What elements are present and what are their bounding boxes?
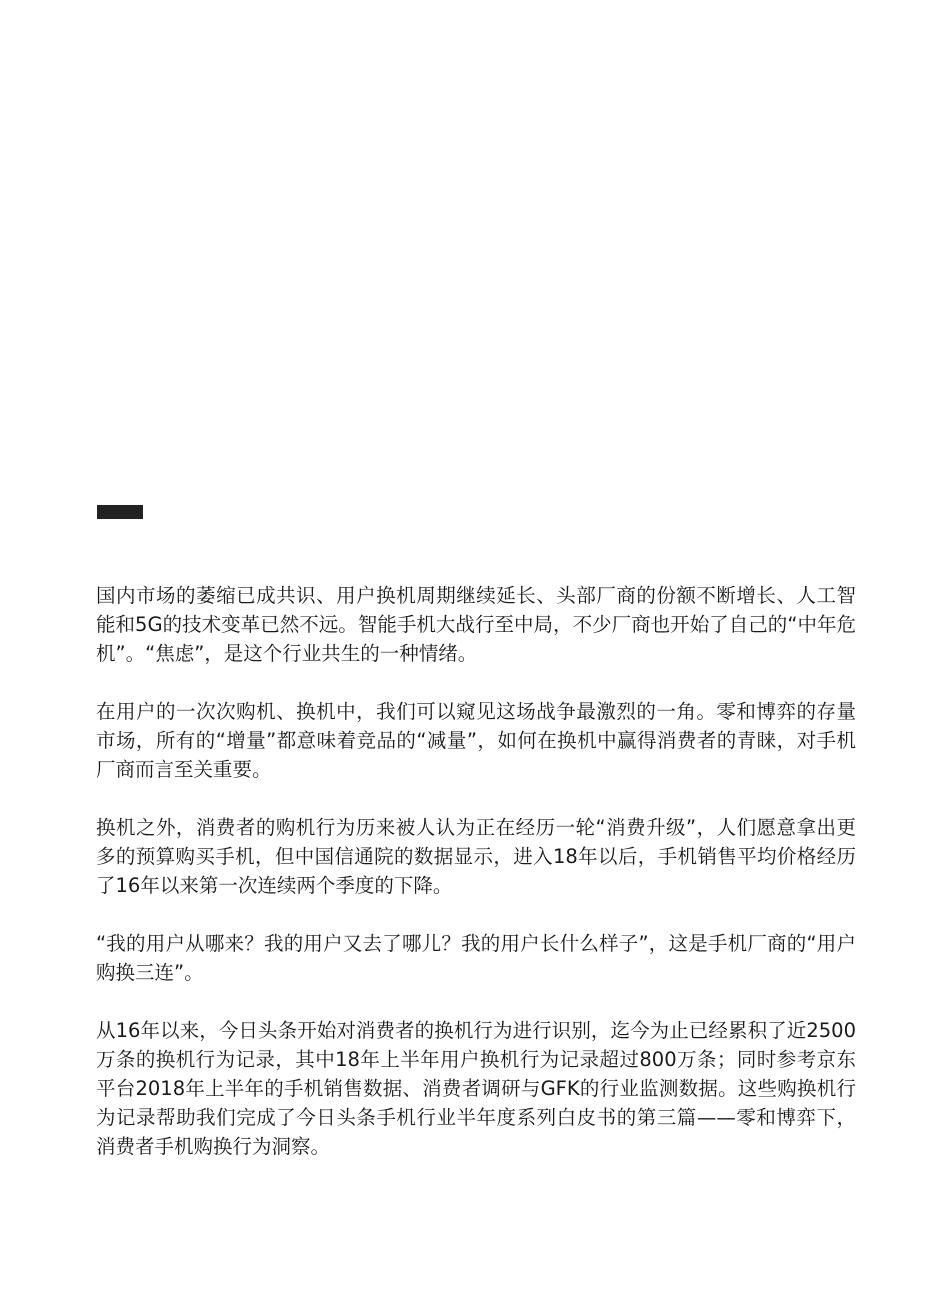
paragraph-data-sources: 从16年以来，今日头条开始对消费者的换机行为进行识别，迄今为止已经累积了近2500万条的换机行为记录，其中18年上半年用户换机行为记录超过800万条；同时参考京东平台2018年上半年的手机销售数据、消费者调研与GFK的行业监测数据。这些购换机行为记录帮助我们完成了今日头条手机行业半年度系列白皮书的第三篇——零和博弈下，消费者手机购换行为洞察。 — [96, 1019, 856, 1158]
section-marker — [97, 505, 143, 519]
paragraph-market-overview: 国内市场的萎缩已成共识、用户换机周期继续延长、头部厂商的份额不断增长、人工智能和5G的技术变革已然不远。智能手机大战行至中局，不少厂商也开始了自己的“中年危机”。“焦虑”，是这个行业共生的一种情绪。 — [96, 584, 856, 665]
paragraph-phone-switching: 在用户的一次次购机、换机中，我们可以窥见这场战争最激烈的一角。零和博弈的存量市场，所有的“增量”都意味着竞品的“减量”，如何在换机中赢得消费者的青睐，对手机厂商而言至关重要。 — [96, 700, 856, 781]
article-body — [96, 581, 856, 1190]
paragraph-user-questions: “我的用户从哪来？我的用户又去了哪儿？我的用户长什么样子”，这是手机厂商的“用户购换三连”。 — [96, 932, 856, 984]
paragraph-consumption-upgrade: 换机之外，消费者的购机行为历来被人认为正在经历一轮“消费升级”，人们愿意拿出更多的预算购买手机，但中国信通院的数据显示，进入18年以后，手机销售平均价格经历了16年以来第一次连续两个季度的下降。 — [96, 816, 856, 897]
